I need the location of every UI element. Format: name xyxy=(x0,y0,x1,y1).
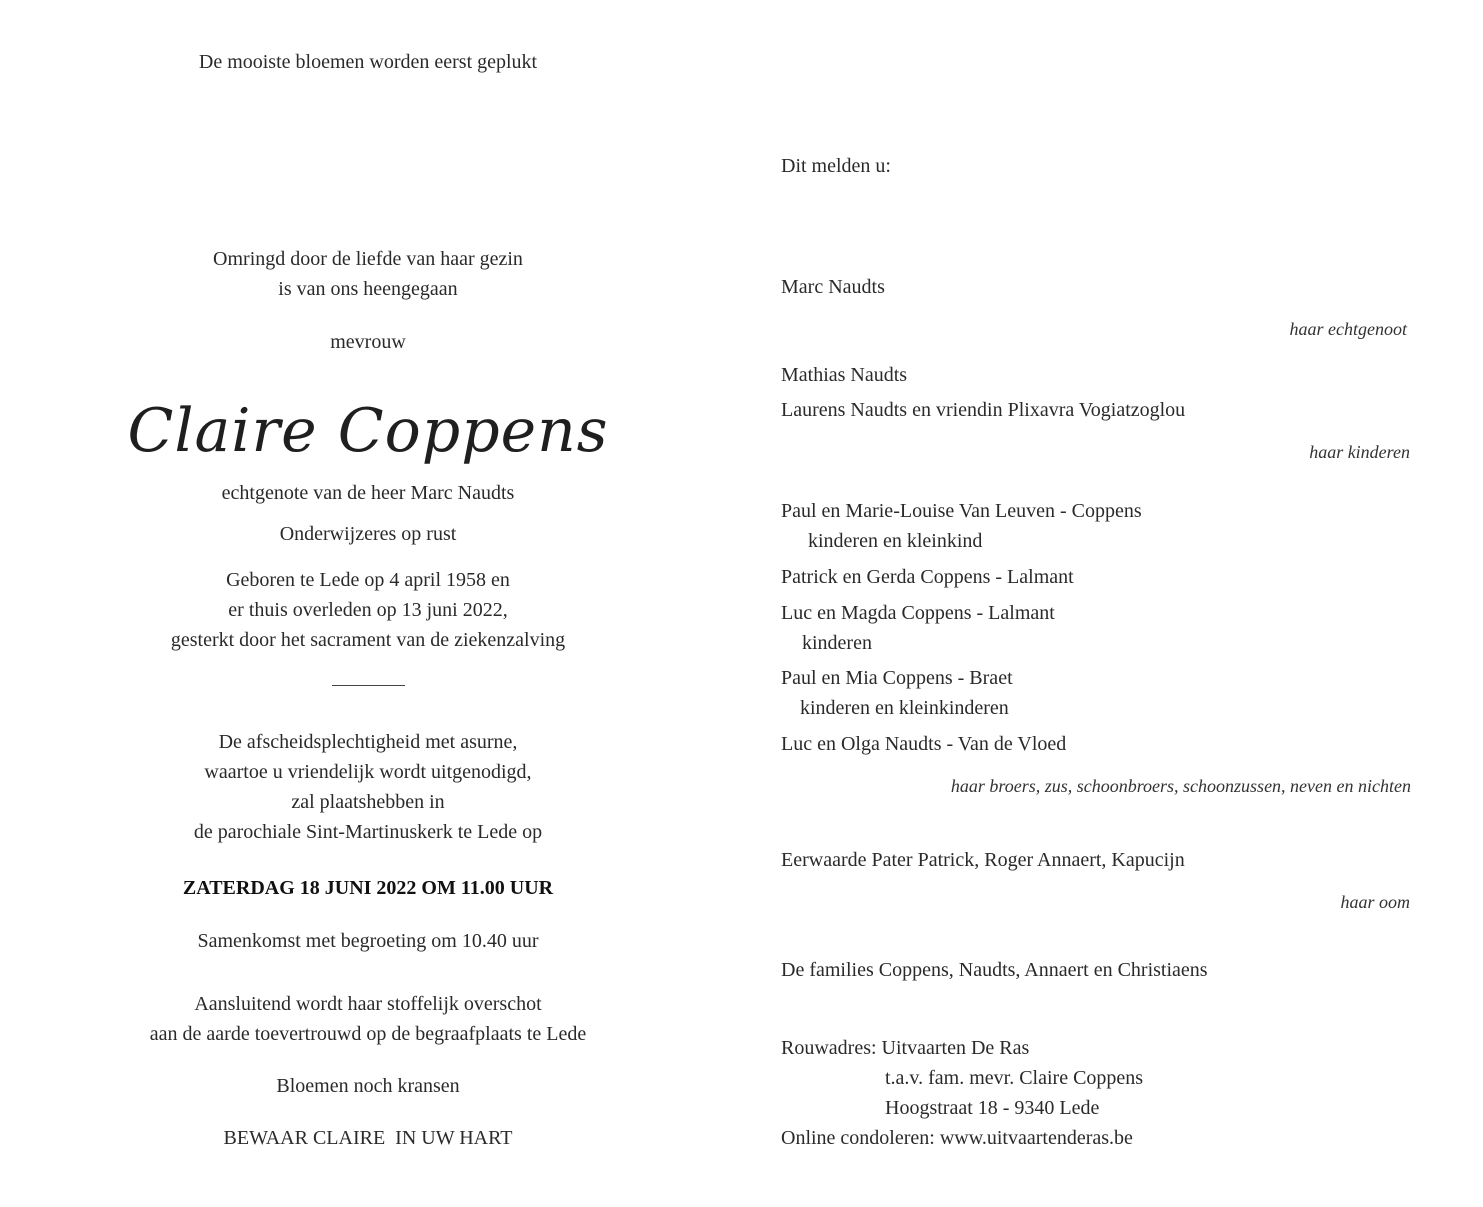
child-2: Laurens Naudts en vriendin Plixavra Vogiatzoglou xyxy=(781,399,1186,421)
husband-relation: haar echtgenoot xyxy=(1289,319,1407,339)
deceased-name: Claire Coppens xyxy=(127,396,609,466)
closing-line: BEWAAR CLAIRE IN UW HART xyxy=(223,1127,513,1149)
motto: De mooiste bloemen worden eerst geplukt xyxy=(198,51,538,73)
ceremony-line-3: zal plaatshebben in xyxy=(291,791,445,813)
birth-line: Geboren te Lede op 4 april 1958 en xyxy=(226,569,510,591)
death-line: er thuis overleden op 13 juni 2022, xyxy=(228,599,508,621)
spouse-line: echtgenote van de heer Marc Naudts xyxy=(221,482,515,504)
title-mevrouw: mevrouw xyxy=(330,331,406,353)
address-line-1: Rouwadres: Uitvaarten De Ras xyxy=(781,1037,1030,1059)
child-1: Mathias Naudts xyxy=(781,364,908,386)
sibling-4-sub: kinderen en kleinkinderen xyxy=(800,697,1009,719)
address-line-2: t.a.v. fam. mevr. Claire Coppens xyxy=(885,1067,1144,1089)
ceremony-line-1: De afscheidsplechtigheid met asurne, xyxy=(218,731,518,753)
sibling-5: Luc en Olga Naudts - Van de Vloed xyxy=(781,733,1067,755)
families-line: De families Coppens, Naudts, Annaert en Christiaens xyxy=(781,959,1208,981)
sibling-2: Patrick en Gerda Coppens - Lalmant xyxy=(781,566,1074,588)
sibling-1: Paul en Marie-Louise Van Leuven - Coppens xyxy=(781,500,1142,522)
flowers-line: Bloemen noch kransen xyxy=(276,1075,460,1097)
online-condolence: Online condoleren: www.uitvaartenderas.be xyxy=(781,1127,1133,1149)
gathering-line: Samenkomst met begroeting om 10.40 uur xyxy=(197,930,539,952)
intro-line-1: Omringd door de liefde van haar gezin xyxy=(213,248,523,270)
sacrament-line: gesterkt door het sacrament van de ziekenzalving xyxy=(170,629,566,651)
announcer-heading: Dit melden u: xyxy=(781,155,891,177)
right-panel xyxy=(781,0,1421,1207)
sibling-3-sub: kinderen xyxy=(802,632,872,654)
sibling-1-sub: kinderen en kleinkind xyxy=(808,530,983,552)
children-relation: haar kinderen xyxy=(1309,442,1410,462)
sibling-3: Luc en Magda Coppens - Lalmant xyxy=(781,602,1055,624)
left-panel xyxy=(0,0,736,1207)
uncle-relation: haar oom xyxy=(1340,892,1410,912)
husband-name: Marc Naudts xyxy=(781,276,885,298)
burial-line-1: Aansluitend wordt haar stoffelijk overschot xyxy=(194,993,542,1015)
siblings-relation: haar broers, zus, schoonbroers, schoonzussen, neven en nichten xyxy=(950,776,1411,796)
ceremony-line-2: waartoe u vriendelijk wordt uitgenodigd, xyxy=(204,761,532,783)
ceremony-date-time: ZATERDAG 18 JUNI 2022 OM 11.00 UUR xyxy=(182,877,554,899)
burial-line-2: aan de aarde toevertrouwd op de begraafplaats te Lede xyxy=(149,1023,587,1045)
profession-line: Onderwijzeres op rust xyxy=(279,523,457,545)
uncle-name: Eerwaarde Pater Patrick, Roger Annaert, Kapucijn xyxy=(781,849,1185,871)
sibling-4: Paul en Mia Coppens - Braet xyxy=(781,667,1013,689)
ceremony-line-4: de parochiale Sint-Martinuskerk te Lede op xyxy=(193,821,543,843)
intro-line-2: is van ons heengegaan xyxy=(278,278,458,300)
address-line-3: Hoogstraat 18 - 9340 Lede xyxy=(885,1097,1100,1119)
divider-line xyxy=(332,685,405,686)
